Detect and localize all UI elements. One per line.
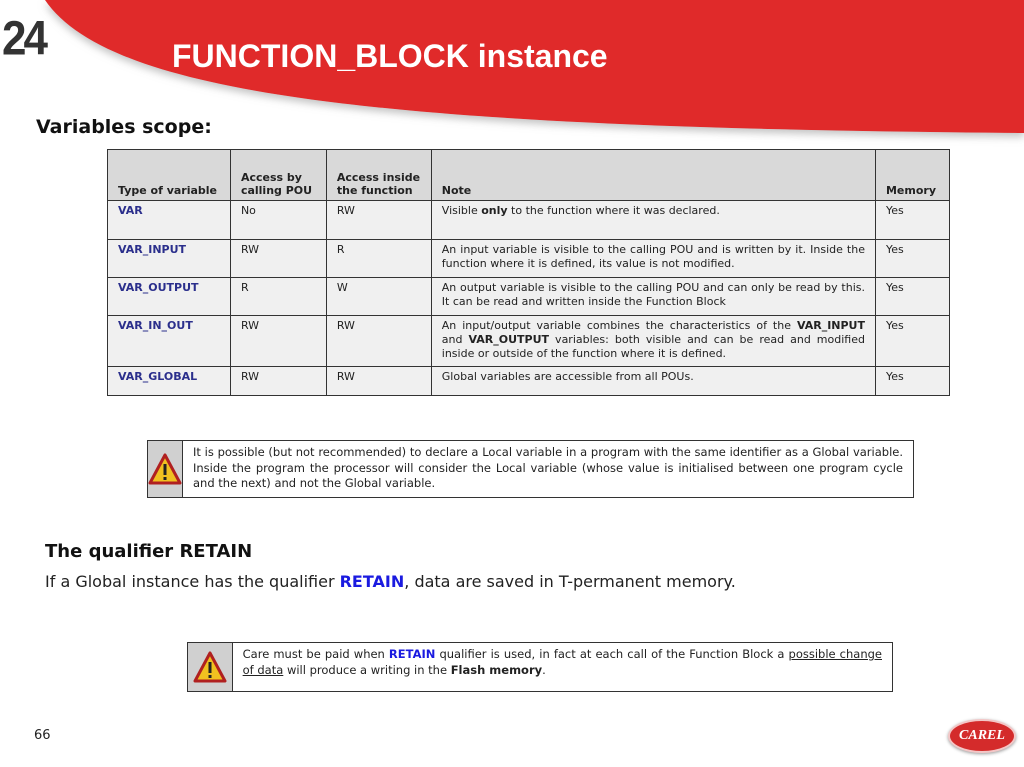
note-text: variables: both visible and can be read and modified inside or outside of the function where it is defined. <box>441 333 865 360</box>
cell-memory: Yes <box>875 201 949 240</box>
cell-calling: RW <box>230 240 326 278</box>
page-number: 66 <box>34 728 51 743</box>
cell-calling: RW <box>230 367 326 396</box>
col-header: Access inside the function <box>326 150 431 201</box>
warning-box-retain <box>187 642 893 692</box>
cell-note: Global variables are accessible from all POUs. <box>431 367 875 396</box>
col-header: Access by calling POU <box>230 150 326 201</box>
table-row <box>108 240 950 278</box>
cell-type: VAR_INPUT <box>108 240 231 278</box>
text: , data are saved in T-permanent memory. <box>404 572 736 591</box>
cell-calling: No <box>230 201 326 240</box>
note-text: An input/output variable combines the characteristics of the <box>441 319 797 332</box>
col-header: Type of variable <box>108 150 231 201</box>
bold-text: Flash memory <box>450 662 543 677</box>
scope-table <box>107 149 950 396</box>
slide-badge: 24 <box>2 11 45 66</box>
table-header <box>108 150 950 201</box>
cell-note: An input variable is visible to the calling POU and is written by it. Inside the function where it is defined, its value is not modified. <box>431 240 875 278</box>
retain-keyword: RETAIN <box>339 572 405 591</box>
cell-note <box>431 201 875 240</box>
note-text: to the function where it was declared. <box>507 204 720 217</box>
text: . <box>542 662 546 677</box>
col-header: Note <box>431 150 875 201</box>
text: If a Global instance has the qualifier <box>45 572 340 591</box>
cell-inside: RW <box>326 367 431 396</box>
warning-icon <box>188 643 233 691</box>
table-row <box>108 201 950 240</box>
retain-heading: The qualifier RETAIN <box>45 541 253 562</box>
cell-calling: RW <box>230 316 326 367</box>
note-bold: VAR_OUTPUT <box>468 333 550 346</box>
table-row <box>108 367 950 396</box>
warning-text <box>233 643 892 691</box>
table-row <box>108 316 950 367</box>
page-title: FUNCTION_BLOCK instance <box>172 38 608 74</box>
cell-type: VAR_IN_OUT <box>108 316 231 367</box>
warning-box-local-variable <box>147 440 914 498</box>
note-bold: only <box>481 204 508 217</box>
note-text: Visible <box>441 204 482 217</box>
cell-memory: Yes <box>875 367 949 396</box>
cell-inside: RW <box>326 316 431 367</box>
cell-memory: Yes <box>875 278 949 316</box>
cell-inside: W <box>326 278 431 316</box>
cell-memory: Yes <box>875 240 949 278</box>
note-bold: VAR_INPUT <box>796 319 865 332</box>
warning-text: It is possible (but not recommended) to declare a Local variable in a program with the same identifier as a Global variable. Inside the program the processor will consider the Local variable (whose value is initialised between one program cycle and the next) and not the Global variable. <box>193 445 903 490</box>
cell-type: VAR_OUTPUT <box>108 278 231 316</box>
retain-keyword: RETAIN <box>388 647 436 661</box>
cell-inside: RW <box>326 201 431 240</box>
cell-type: VAR <box>108 201 231 240</box>
col-header: Memory <box>875 150 949 201</box>
cell-calling: R <box>230 278 326 316</box>
text: qualifier is used, in fact at each call of the Function Block a <box>435 647 789 661</box>
cell-inside: R <box>326 240 431 278</box>
warning-icon <box>148 441 183 497</box>
retain-paragraph <box>45 572 736 591</box>
note-text: and <box>441 333 469 346</box>
cell-note: An output variable is visible to the calling POU and can only be read by this. It can be read and written inside the Function Block <box>431 278 875 316</box>
text: Care must be paid when <box>242 647 389 661</box>
carel-logo: CAREL <box>948 719 1016 753</box>
underlined-text: possible change of data <box>242 647 882 677</box>
cell-memory: Yes <box>875 316 949 367</box>
text: will produce a writing in the <box>283 662 451 677</box>
cell-note <box>431 316 875 367</box>
section-title: Variables scope: <box>36 116 212 138</box>
cell-type: VAR_GLOBAL <box>108 367 231 396</box>
table-row <box>108 278 950 316</box>
